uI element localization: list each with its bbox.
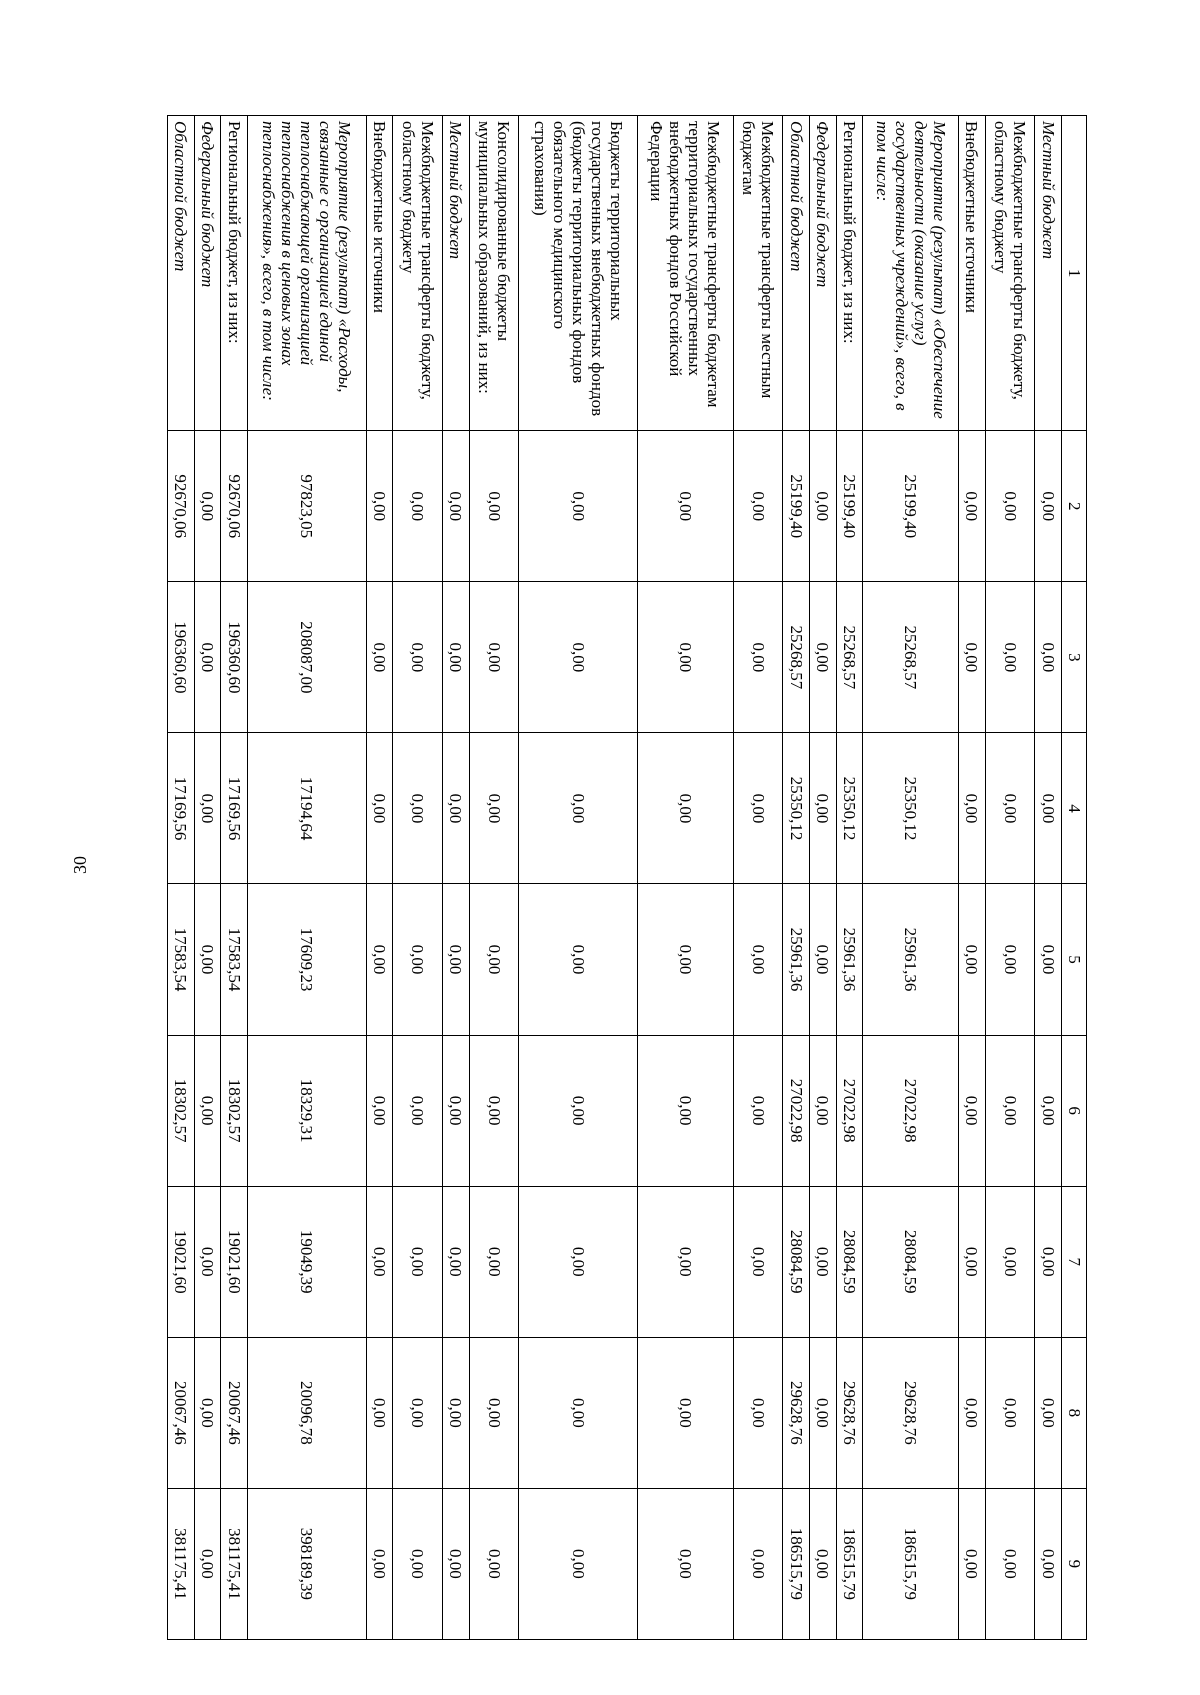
cell-value: 0,00 [733, 582, 783, 733]
cell-value: 0,00 [1035, 733, 1062, 884]
cell-value: 27022,98 [863, 1035, 959, 1186]
cell-value: 0,00 [393, 1186, 443, 1337]
cell-value: 19049,39 [248, 1186, 367, 1337]
cell-value: 17194,64 [248, 733, 367, 884]
cell-value: 25961,36 [783, 884, 810, 1035]
row-label: Межбюджетные трансферты местным бюджетам [733, 116, 783, 431]
table-row [443, 116, 470, 1640]
cell-value: 0,00 [810, 884, 837, 1035]
table-row [733, 116, 783, 1640]
cell-value: 28084,59 [836, 1186, 863, 1337]
cell-value: 20096,78 [248, 1337, 367, 1488]
cell-value: 17583,54 [221, 884, 248, 1035]
cell-value: 0,00 [985, 1035, 1035, 1186]
cell-value: 0,00 [985, 733, 1035, 884]
cell-value: 0,00 [638, 1035, 734, 1186]
cell-value: 0,00 [985, 1337, 1035, 1488]
cell-value: 17169,56 [168, 733, 195, 884]
cell-value: 0,00 [638, 582, 734, 733]
cell-value: 17609,23 [248, 884, 367, 1035]
cell-value: 0,00 [194, 582, 221, 733]
cell-value: 0,00 [443, 733, 470, 884]
budget-table [167, 115, 1087, 1640]
cell-value: 0,00 [959, 431, 986, 582]
cell-value: 0,00 [194, 1337, 221, 1488]
table-row [519, 116, 638, 1640]
column-header: 6 [1062, 1035, 1087, 1186]
cell-value: 0,00 [519, 884, 638, 1035]
cell-value: 0,00 [959, 1035, 986, 1186]
cell-value: 186515,79 [836, 1488, 863, 1639]
cell-value: 0,00 [733, 431, 783, 582]
cell-value: 0,00 [959, 884, 986, 1035]
cell-value: 0,00 [1035, 1035, 1062, 1186]
cell-value: 0,00 [366, 582, 393, 733]
cell-value: 0,00 [366, 1488, 393, 1639]
cell-value: 0,00 [1035, 1488, 1062, 1639]
cell-value: 0,00 [393, 733, 443, 884]
cell-value: 0,00 [1035, 1186, 1062, 1337]
cell-value: 25199,40 [783, 431, 810, 582]
cell-value: 0,00 [1035, 431, 1062, 582]
cell-value: 0,00 [194, 1035, 221, 1186]
row-label: Местный бюджет [443, 116, 470, 431]
column-header: 8 [1062, 1337, 1087, 1488]
cell-value: 0,00 [985, 884, 1035, 1035]
cell-value: 0,00 [194, 1488, 221, 1639]
cell-value: 0,00 [519, 582, 638, 733]
cell-value: 186515,79 [783, 1488, 810, 1639]
cell-value: 0,00 [194, 1186, 221, 1337]
cell-value: 0,00 [519, 733, 638, 884]
cell-value: 25350,12 [783, 733, 810, 884]
cell-value: 0,00 [638, 1186, 734, 1337]
cell-value: 27022,98 [836, 1035, 863, 1186]
cell-value: 25350,12 [836, 733, 863, 884]
row-label: Региональный бюджет, из них: [836, 116, 863, 431]
cell-value: 0,00 [469, 431, 519, 582]
column-header: 1 [1062, 116, 1087, 431]
cell-value: 0,00 [194, 431, 221, 582]
table-row [393, 116, 443, 1640]
cell-value: 0,00 [638, 1337, 734, 1488]
page-number: 30 [70, 856, 90, 874]
table-body [168, 116, 1062, 1640]
table-container [167, 115, 1087, 1640]
cell-value: 0,00 [959, 1488, 986, 1639]
cell-value: 381175,41 [221, 1488, 248, 1639]
cell-value: 0,00 [810, 1337, 837, 1488]
cell-value: 0,00 [366, 884, 393, 1035]
cell-value: 0,00 [469, 1337, 519, 1488]
cell-value: 0,00 [443, 1186, 470, 1337]
cell-value: 0,00 [733, 733, 783, 884]
table-row [810, 116, 837, 1640]
row-label: Мероприятие (результат) «Расходы, связанные с организацией единой теплоснабжающей организацией теплоснабжения в ценовых зонах теплоснабжения», всего, в том числе: [248, 116, 367, 431]
cell-value: 0,00 [810, 1035, 837, 1186]
cell-value: 0,00 [443, 1337, 470, 1488]
cell-value: 29628,76 [863, 1337, 959, 1488]
row-label: Региональный бюджет, из них: [221, 116, 248, 431]
cell-value: 0,00 [733, 1337, 783, 1488]
table-row [959, 116, 986, 1640]
cell-value: 0,00 [519, 1186, 638, 1337]
table-row [248, 116, 367, 1640]
table-row [985, 116, 1035, 1640]
cell-value: 0,00 [443, 1035, 470, 1186]
cell-value: 17583,54 [168, 884, 195, 1035]
cell-value: 0,00 [810, 431, 837, 582]
cell-value: 0,00 [638, 1488, 734, 1639]
column-header: 2 [1062, 431, 1087, 582]
cell-value: 0,00 [810, 582, 837, 733]
cell-value: 0,00 [519, 431, 638, 582]
cell-value: 29628,76 [783, 1337, 810, 1488]
cell-value: 25961,36 [836, 884, 863, 1035]
cell-value: 0,00 [469, 733, 519, 884]
cell-value: 196360,60 [168, 582, 195, 733]
cell-value: 18302,57 [221, 1035, 248, 1186]
row-label: Внебюджетные источники [959, 116, 986, 431]
table-row [638, 116, 734, 1640]
cell-value: 0,00 [393, 1035, 443, 1186]
cell-value: 25268,57 [836, 582, 863, 733]
cell-value: 0,00 [469, 1186, 519, 1337]
row-label: Межбюджетные трансферты бюджету, областному бюджету [985, 116, 1035, 431]
cell-value: 0,00 [959, 1186, 986, 1337]
cell-value: 18329,31 [248, 1035, 367, 1186]
cell-value: 25268,57 [863, 582, 959, 733]
table-row [863, 116, 959, 1640]
cell-value: 0,00 [638, 431, 734, 582]
cell-value: 0,00 [393, 582, 443, 733]
cell-value: 196360,60 [221, 582, 248, 733]
row-label: Бюджеты территориальных государственных внебюджетных фондов (бюджеты территориальных фондов обязательного медицинского страхования) [519, 116, 638, 431]
cell-value: 0,00 [443, 582, 470, 733]
cell-value: 0,00 [194, 733, 221, 884]
cell-value: 0,00 [519, 1035, 638, 1186]
cell-value: 0,00 [393, 1488, 443, 1639]
column-header: 7 [1062, 1186, 1087, 1337]
cell-value: 0,00 [985, 582, 1035, 733]
cell-value: 186515,79 [863, 1488, 959, 1639]
cell-value: 398189,39 [248, 1488, 367, 1639]
row-label: Межбюджетные трансферты бюджету, областному бюджету [393, 116, 443, 431]
cell-value: 0,00 [1035, 1337, 1062, 1488]
cell-value: 92670,06 [221, 431, 248, 582]
column-header: 9 [1062, 1488, 1087, 1639]
column-header: 4 [1062, 733, 1087, 884]
cell-value: 0,00 [366, 733, 393, 884]
cell-value: 0,00 [733, 1035, 783, 1186]
cell-value: 27022,98 [783, 1035, 810, 1186]
cell-value: 0,00 [393, 1337, 443, 1488]
cell-value: 0,00 [443, 1488, 470, 1639]
cell-value: 20067,46 [168, 1337, 195, 1488]
cell-value: 0,00 [366, 1337, 393, 1488]
cell-value: 0,00 [638, 884, 734, 1035]
cell-value: 0,00 [393, 884, 443, 1035]
cell-value: 0,00 [366, 1186, 393, 1337]
cell-value: 97823,05 [248, 431, 367, 582]
table-row [221, 116, 248, 1640]
cell-value: 19021,60 [168, 1186, 195, 1337]
cell-value: 0,00 [959, 1337, 986, 1488]
row-label: Федеральный бюджет [810, 116, 837, 431]
cell-value: 28084,59 [863, 1186, 959, 1337]
cell-value: 25199,40 [836, 431, 863, 582]
column-header: 5 [1062, 884, 1087, 1035]
table-row [194, 116, 221, 1640]
cell-value: 0,00 [638, 733, 734, 884]
cell-value: 25350,12 [863, 733, 959, 884]
cell-value: 0,00 [519, 1488, 638, 1639]
cell-value: 0,00 [985, 1186, 1035, 1337]
cell-value: 0,00 [959, 582, 986, 733]
cell-value: 25961,36 [863, 884, 959, 1035]
cell-value: 29628,76 [836, 1337, 863, 1488]
cell-value: 0,00 [469, 1035, 519, 1186]
row-label: Консолидированные бюджеты муниципальных образований, из них: [469, 116, 519, 431]
cell-value: 92670,06 [168, 431, 195, 582]
table-row [1035, 116, 1062, 1640]
row-label: Местный бюджет [1035, 116, 1062, 431]
column-header: 3 [1062, 582, 1087, 733]
cell-value: 0,00 [393, 431, 443, 582]
cell-value: 0,00 [733, 1488, 783, 1639]
row-label: Межбюджетные трансферты бюджетам территориальных государственных внебюджетных фондов Российской Федерации [638, 116, 734, 431]
cell-value: 0,00 [810, 1186, 837, 1337]
cell-value: 0,00 [443, 884, 470, 1035]
cell-value: 28084,59 [783, 1186, 810, 1337]
cell-value: 0,00 [519, 1337, 638, 1488]
table-row [168, 116, 195, 1640]
cell-value: 0,00 [733, 884, 783, 1035]
cell-value: 381175,41 [168, 1488, 195, 1639]
table-row [836, 116, 863, 1640]
cell-value: 20067,46 [221, 1337, 248, 1488]
row-label: Внебюджетные источники [366, 116, 393, 431]
cell-value: 0,00 [469, 1488, 519, 1639]
header-row [1062, 116, 1087, 1640]
cell-value: 0,00 [959, 733, 986, 884]
cell-value: 25268,57 [783, 582, 810, 733]
row-label: Федеральный бюджет [194, 116, 221, 431]
table-row [366, 116, 393, 1640]
cell-value: 0,00 [443, 431, 470, 582]
cell-value: 0,00 [1035, 582, 1062, 733]
cell-value: 18302,57 [168, 1035, 195, 1186]
cell-value: 0,00 [985, 1488, 1035, 1639]
cell-value: 0,00 [985, 431, 1035, 582]
cell-value: 0,00 [366, 1035, 393, 1186]
cell-value: 0,00 [469, 582, 519, 733]
cell-value: 17169,56 [221, 733, 248, 884]
cell-value: 19021,60 [221, 1186, 248, 1337]
row-label: Областной бюджет [168, 116, 195, 431]
table-row [783, 116, 810, 1640]
cell-value: 0,00 [1035, 884, 1062, 1035]
cell-value: 0,00 [194, 884, 221, 1035]
cell-value: 208087,00 [248, 582, 367, 733]
table-row [469, 116, 519, 1640]
cell-value: 0,00 [469, 884, 519, 1035]
cell-value: 0,00 [810, 1488, 837, 1639]
row-label: Мероприятие (результат) «Обеспечение деятельности (оказание услуг) государственных учреждений», всего, в том числе: [863, 116, 959, 431]
cell-value: 0,00 [733, 1186, 783, 1337]
row-label: Областной бюджет [783, 116, 810, 431]
cell-value: 25199,40 [863, 431, 959, 582]
cell-value: 0,00 [810, 733, 837, 884]
cell-value: 0,00 [366, 431, 393, 582]
